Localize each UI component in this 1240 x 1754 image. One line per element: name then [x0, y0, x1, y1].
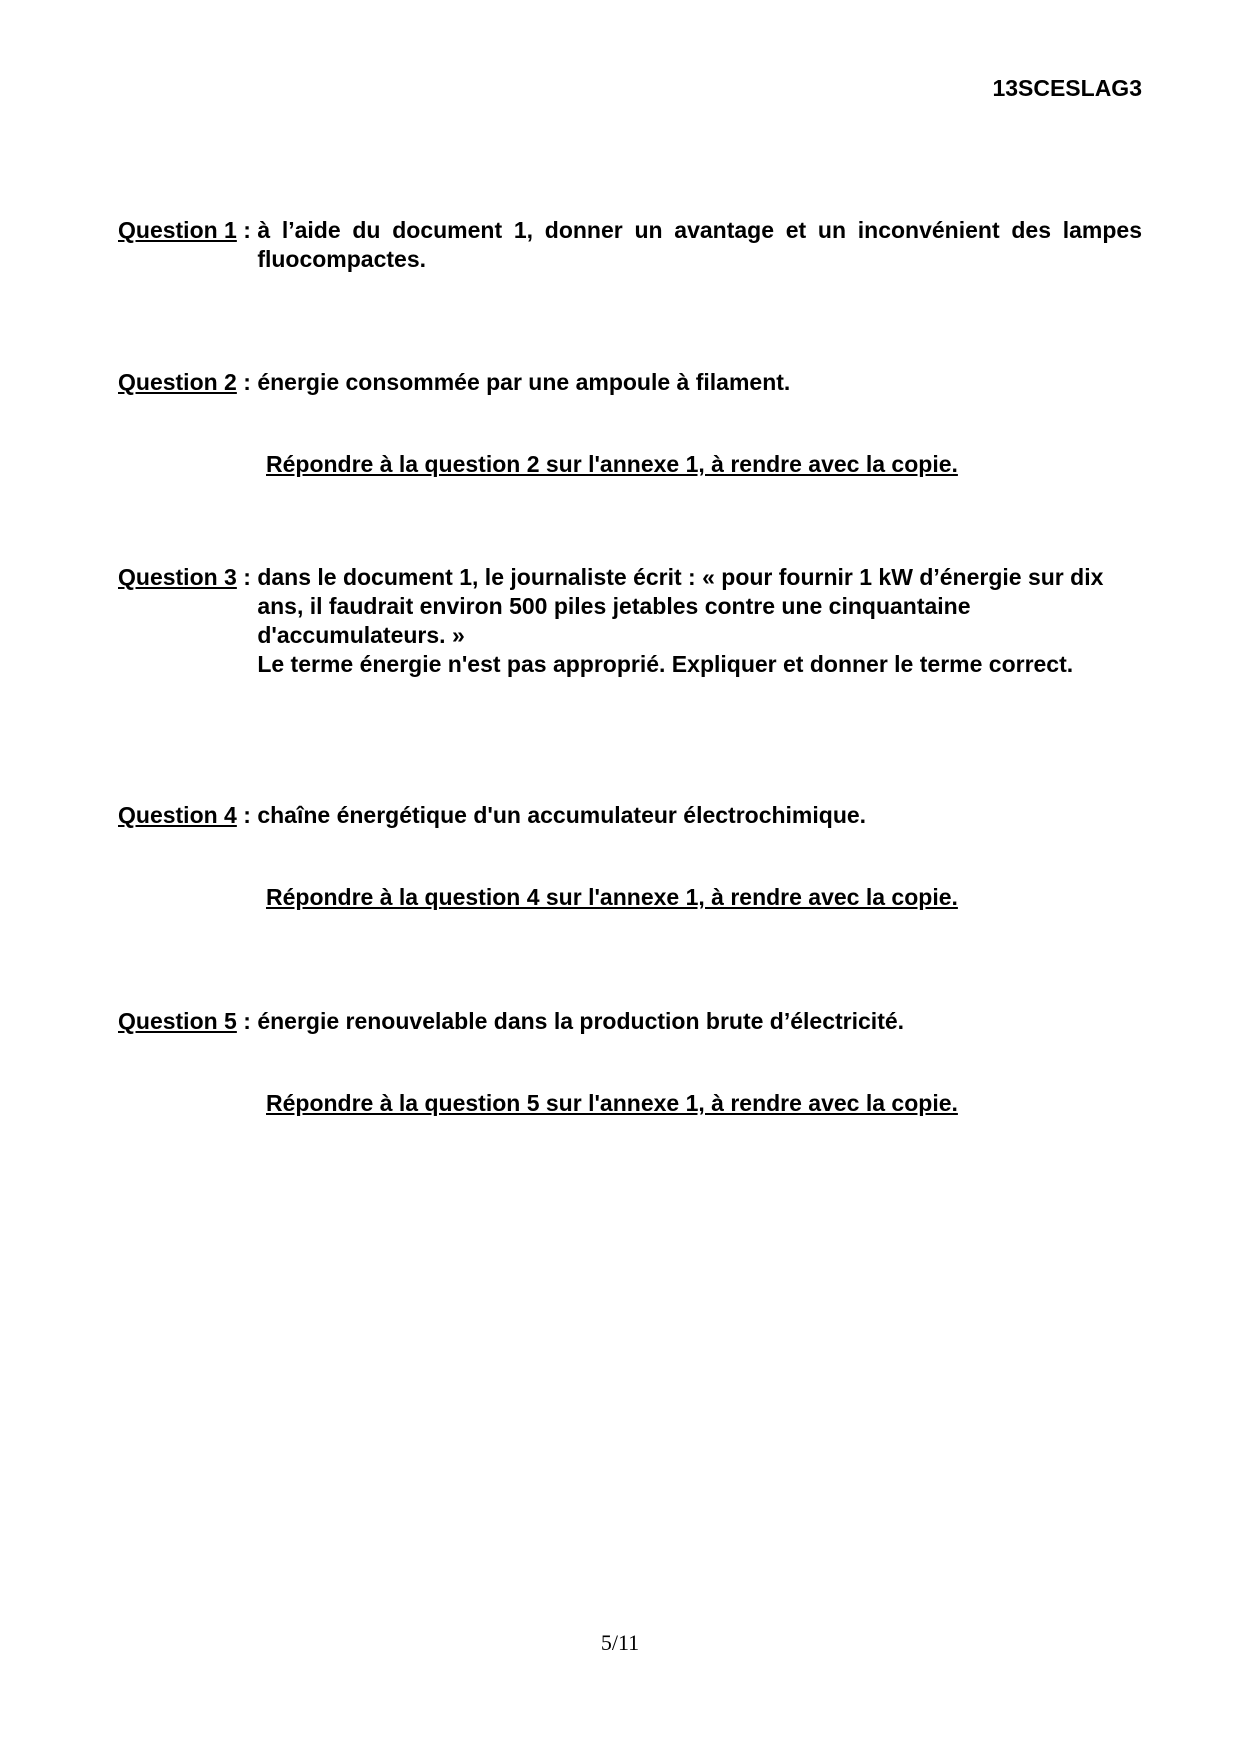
question-1-separator: : [236, 217, 258, 243]
question-1-body [257, 216, 1142, 274]
question-4-label: Question 4 [118, 802, 237, 828]
question-2-instruction: Répondre à la question 2 sur l'annexe 1, à rendre avec la copie. [266, 451, 958, 477]
question-1-label: Question 1 [118, 217, 237, 243]
question-3-label: Question 3 [118, 564, 237, 590]
page-number: 5/11 [600, 1630, 640, 1655]
question-1-text: à l’aide du document 1, donner un avantage et un inconvénient des lampes fluocompactes. [257, 217, 1142, 272]
question-3-separator: : [236, 564, 258, 590]
question-4 [118, 801, 1142, 830]
question-3 [118, 563, 1142, 679]
question-3-instruction-text: Le terme énergie n'est pas approprié. Expliquer et donner le terme correct. [257, 651, 1074, 677]
question-5-body [257, 1007, 1142, 1036]
question-2-label: Question 2 [118, 369, 237, 395]
document-code: 13SCESLAG3 [992, 75, 1142, 101]
question-3-body [257, 563, 1142, 679]
question-2-separator: : [236, 369, 258, 395]
question-1 [118, 216, 1142, 274]
question-5-separator: : [236, 1008, 258, 1034]
question-5 [118, 1007, 1142, 1036]
question-5-text: énergie renouvelable dans la production brute d’électricité. [257, 1008, 905, 1034]
question-2-body [257, 368, 1142, 397]
question-4-separator: : [236, 802, 258, 828]
question-4-body [257, 801, 1142, 830]
question-5-label: Question 5 [118, 1008, 237, 1034]
question-3-quote: dans le document 1, le journaliste écrit : « pour fournir 1 kW d’énergie sur dix ans, il faudrait environ 500 piles jetables contre une cinquantaine d'accumulateurs. » [257, 564, 1104, 648]
question-4-instruction: Répondre à la question 4 sur l'annexe 1, à rendre avec la copie. [266, 884, 958, 910]
question-4-text: chaîne énergétique d'un accumulateur électrochimique. [257, 802, 867, 828]
question-2-text: énergie consommée par une ampoule à filament. [257, 369, 791, 395]
question-2 [118, 368, 1142, 397]
question-5-instruction: Répondre à la question 5 sur l'annexe 1, à rendre avec la copie. [266, 1090, 958, 1116]
